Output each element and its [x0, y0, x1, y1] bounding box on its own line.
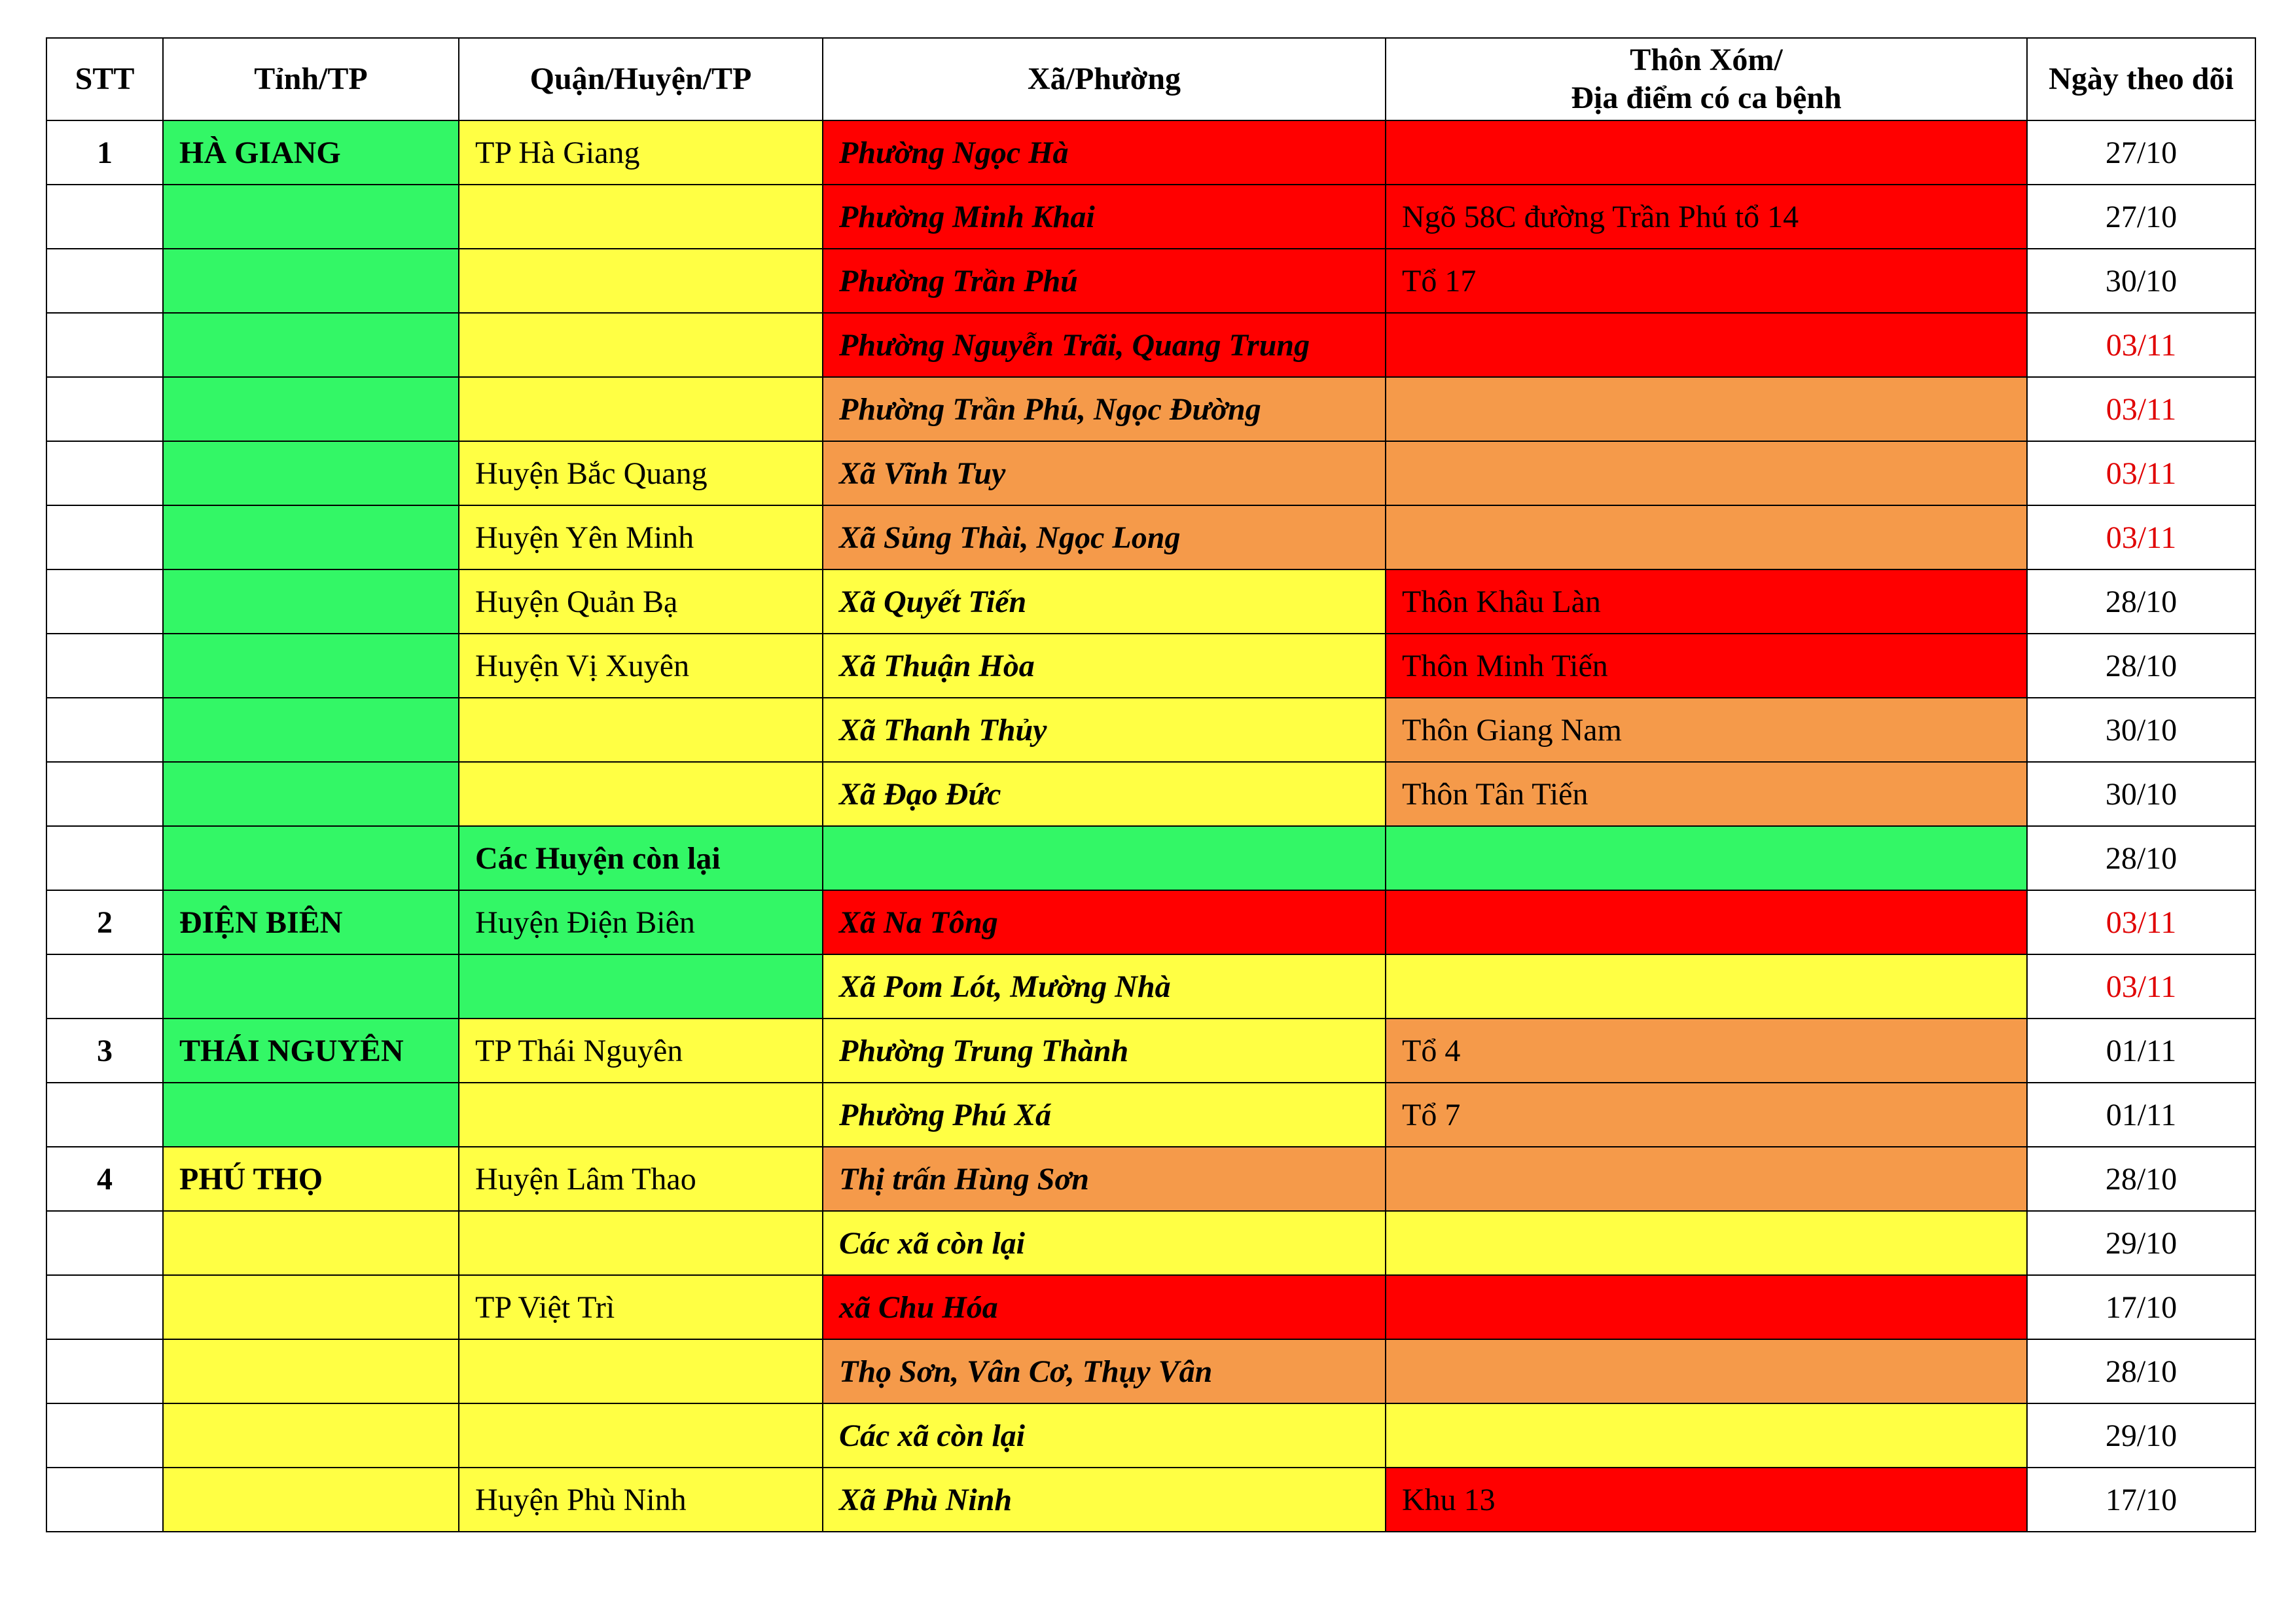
- cell-date: 03/11: [2027, 441, 2255, 505]
- cell-district: [459, 313, 823, 377]
- cell-district: Huyện Quản Bạ: [459, 569, 823, 634]
- cell-hamlet: Khu 13: [1386, 1468, 2027, 1532]
- table-row: [46, 377, 2255, 441]
- cell-district: TP Việt Trì: [459, 1275, 823, 1339]
- cell-hamlet: [1386, 890, 2027, 954]
- cell-date: 29/10: [2027, 1211, 2255, 1275]
- cell-hamlet: [1386, 1339, 2027, 1403]
- cell-commune: Xã Pom Lót, Mường Nhà: [823, 954, 1386, 1019]
- table-row: [46, 1403, 2255, 1468]
- cell-province: [163, 1275, 459, 1339]
- cell-stt: [46, 313, 163, 377]
- cell-date: 28/10: [2027, 634, 2255, 698]
- cell-commune: Xã Na Tông: [823, 890, 1386, 954]
- cell-province: [163, 441, 459, 505]
- cell-stt: [46, 569, 163, 634]
- cell-hamlet: Thôn Khâu Làn: [1386, 569, 2027, 634]
- header-district: Quận/Huyện/TP: [459, 38, 823, 120]
- cell-district: [459, 762, 823, 826]
- table-row: [46, 826, 2255, 890]
- document-page: [46, 37, 2256, 1532]
- cell-stt: [46, 1403, 163, 1468]
- table-row: [46, 1019, 2255, 1083]
- cell-date: 01/11: [2027, 1083, 2255, 1147]
- cell-province: [163, 249, 459, 313]
- cell-province: [163, 1083, 459, 1147]
- cell-commune: Các xã còn lại: [823, 1403, 1386, 1468]
- cell-hamlet: [1386, 441, 2027, 505]
- cell-district: Huyện Phù Ninh: [459, 1468, 823, 1532]
- cell-date: 17/10: [2027, 1275, 2255, 1339]
- table-row: [46, 569, 2255, 634]
- cell-date: 28/10: [2027, 826, 2255, 890]
- cell-date: 28/10: [2027, 1339, 2255, 1403]
- table-row: [46, 634, 2255, 698]
- cell-stt: [46, 505, 163, 569]
- cell-hamlet: [1386, 1211, 2027, 1275]
- cell-commune: Phường Minh Khai: [823, 185, 1386, 249]
- header-hamlet-line2: Địa điểm có ca bệnh: [1571, 81, 1842, 115]
- cell-province: [163, 1211, 459, 1275]
- cell-commune: Phường Trần Phú, Ngọc Đường: [823, 377, 1386, 441]
- cell-hamlet: [1386, 954, 2027, 1019]
- cell-date: 30/10: [2027, 249, 2255, 313]
- cell-commune: Phường Trung Thành: [823, 1019, 1386, 1083]
- header-stt: STT: [46, 38, 163, 120]
- header-row: [46, 38, 2255, 120]
- cell-commune: xã Chu Hóa: [823, 1275, 1386, 1339]
- cell-province: [163, 569, 459, 634]
- cell-province: [163, 1403, 459, 1468]
- table-row: [46, 762, 2255, 826]
- cell-hamlet: Tổ 4: [1386, 1019, 2027, 1083]
- cell-hamlet: Ngõ 58C đường Trần Phú tổ 14: [1386, 185, 2027, 249]
- cell-province: [163, 185, 459, 249]
- cell-date: 03/11: [2027, 505, 2255, 569]
- risk-level-table: [46, 37, 2256, 1532]
- cell-district: Huyện Bắc Quang: [459, 441, 823, 505]
- cell-date: 30/10: [2027, 698, 2255, 762]
- cell-date: 28/10: [2027, 569, 2255, 634]
- cell-province: [163, 762, 459, 826]
- cell-district: Huyện Lâm Thao: [459, 1147, 823, 1211]
- cell-date: 28/10: [2027, 1147, 2255, 1211]
- cell-commune: Xã Quyết Tiến: [823, 569, 1386, 634]
- cell-commune: Xã Phù Ninh: [823, 1468, 1386, 1532]
- cell-district: [459, 185, 823, 249]
- cell-hamlet: Tổ 7: [1386, 1083, 2027, 1147]
- table-row: [46, 1339, 2255, 1403]
- cell-date: 03/11: [2027, 377, 2255, 441]
- cell-hamlet: Thôn Minh Tiến: [1386, 634, 2027, 698]
- cell-district: [459, 1211, 823, 1275]
- cell-stt: [46, 1083, 163, 1147]
- cell-hamlet: [1386, 1275, 2027, 1339]
- cell-district: TP Thái Nguyên: [459, 1019, 823, 1083]
- cell-hamlet: Thôn Giang Nam: [1386, 698, 2027, 762]
- table-row: [46, 954, 2255, 1019]
- header-hamlet-line1: Thôn Xóm/: [1630, 43, 1783, 77]
- cell-stt: [46, 954, 163, 1019]
- header-province: Tỉnh/TP: [163, 38, 459, 120]
- cell-district: [459, 954, 823, 1019]
- cell-district: Huyện Yên Minh: [459, 505, 823, 569]
- table-row: [46, 890, 2255, 954]
- cell-stt: [46, 1339, 163, 1403]
- header-hamlet: [1386, 38, 2027, 120]
- cell-stt: [46, 698, 163, 762]
- cell-date: 30/10: [2027, 762, 2255, 826]
- cell-stt: [46, 762, 163, 826]
- table-row: [46, 185, 2255, 249]
- cell-hamlet: [1386, 505, 2027, 569]
- cell-district: Huyện Điện Biên: [459, 890, 823, 954]
- cell-commune: Xã Vĩnh Tuy: [823, 441, 1386, 505]
- cell-commune: Thị trấn Hùng Sơn: [823, 1147, 1386, 1211]
- cell-province: [163, 505, 459, 569]
- header-date: Ngày theo dõi: [2027, 38, 2255, 120]
- cell-stt: [46, 1468, 163, 1532]
- cell-province: HÀ GIANG: [163, 120, 459, 185]
- table-row: [46, 441, 2255, 505]
- cell-commune: Phường Nguyễn Trãi, Quang Trung: [823, 313, 1386, 377]
- cell-district: [459, 249, 823, 313]
- cell-province: [163, 698, 459, 762]
- cell-date: 03/11: [2027, 313, 2255, 377]
- header-commune: Xã/Phường: [823, 38, 1386, 120]
- cell-hamlet: [1386, 377, 2027, 441]
- table-row: [46, 1468, 2255, 1532]
- cell-district: [459, 1403, 823, 1468]
- cell-commune: [823, 826, 1386, 890]
- cell-stt: [46, 1275, 163, 1339]
- table-row: [46, 1211, 2255, 1275]
- cell-stt: 3: [46, 1019, 163, 1083]
- table-row: [46, 249, 2255, 313]
- cell-hamlet: [1386, 1147, 2027, 1211]
- cell-stt: [46, 185, 163, 249]
- cell-stt: [46, 441, 163, 505]
- cell-commune: Phường Trần Phú: [823, 249, 1386, 313]
- cell-district: [459, 1339, 823, 1403]
- cell-province: [163, 377, 459, 441]
- cell-date: 03/11: [2027, 954, 2255, 1019]
- cell-stt: 4: [46, 1147, 163, 1211]
- cell-stt: [46, 377, 163, 441]
- cell-hamlet: [1386, 1403, 2027, 1468]
- cell-province: ĐIỆN BIÊN: [163, 890, 459, 954]
- cell-province: [163, 1339, 459, 1403]
- table-row: [46, 1083, 2255, 1147]
- cell-stt: 2: [46, 890, 163, 954]
- cell-date: 17/10: [2027, 1468, 2255, 1532]
- cell-stt: [46, 249, 163, 313]
- cell-district: Các Huyện còn lại: [459, 826, 823, 890]
- cell-commune: Phường Phú Xá: [823, 1083, 1386, 1147]
- cell-hamlet: [1386, 826, 2027, 890]
- cell-district: TP Hà Giang: [459, 120, 823, 185]
- table-row: [46, 1275, 2255, 1339]
- cell-province: THÁI NGUYÊN: [163, 1019, 459, 1083]
- cell-province: [163, 313, 459, 377]
- cell-commune: Phường Ngọc Hà: [823, 120, 1386, 185]
- cell-date: 03/11: [2027, 890, 2255, 954]
- cell-stt: 1: [46, 120, 163, 185]
- cell-province: [163, 826, 459, 890]
- cell-commune: Xã Thanh Thủy: [823, 698, 1386, 762]
- cell-province: [163, 954, 459, 1019]
- cell-province: PHÚ THỌ: [163, 1147, 459, 1211]
- cell-commune: Xã Thuận Hòa: [823, 634, 1386, 698]
- cell-commune: Xã Sủng Thài, Ngọc Long: [823, 505, 1386, 569]
- table-row: [46, 1147, 2255, 1211]
- table-row: [46, 313, 2255, 377]
- cell-date: 01/11: [2027, 1019, 2255, 1083]
- cell-stt: [46, 826, 163, 890]
- cell-date: 27/10: [2027, 185, 2255, 249]
- cell-date: 29/10: [2027, 1403, 2255, 1468]
- cell-stt: [46, 634, 163, 698]
- cell-district: [459, 377, 823, 441]
- cell-district: [459, 1083, 823, 1147]
- cell-hamlet: [1386, 313, 2027, 377]
- cell-province: [163, 1468, 459, 1532]
- cell-district: [459, 698, 823, 762]
- cell-hamlet: [1386, 120, 2027, 185]
- table-row: [46, 120, 2255, 185]
- cell-stt: [46, 1211, 163, 1275]
- table-row: [46, 505, 2255, 569]
- cell-commune: Các xã còn lại: [823, 1211, 1386, 1275]
- cell-hamlet: Thôn Tân Tiến: [1386, 762, 2027, 826]
- cell-commune: Xã Đạo Đức: [823, 762, 1386, 826]
- cell-date: 27/10: [2027, 120, 2255, 185]
- cell-hamlet: Tổ 17: [1386, 249, 2027, 313]
- cell-province: [163, 634, 459, 698]
- table-row: [46, 698, 2255, 762]
- cell-commune: Thọ Sơn, Vân Cơ, Thụy Vân: [823, 1339, 1386, 1403]
- cell-district: Huyện Vị Xuyên: [459, 634, 823, 698]
